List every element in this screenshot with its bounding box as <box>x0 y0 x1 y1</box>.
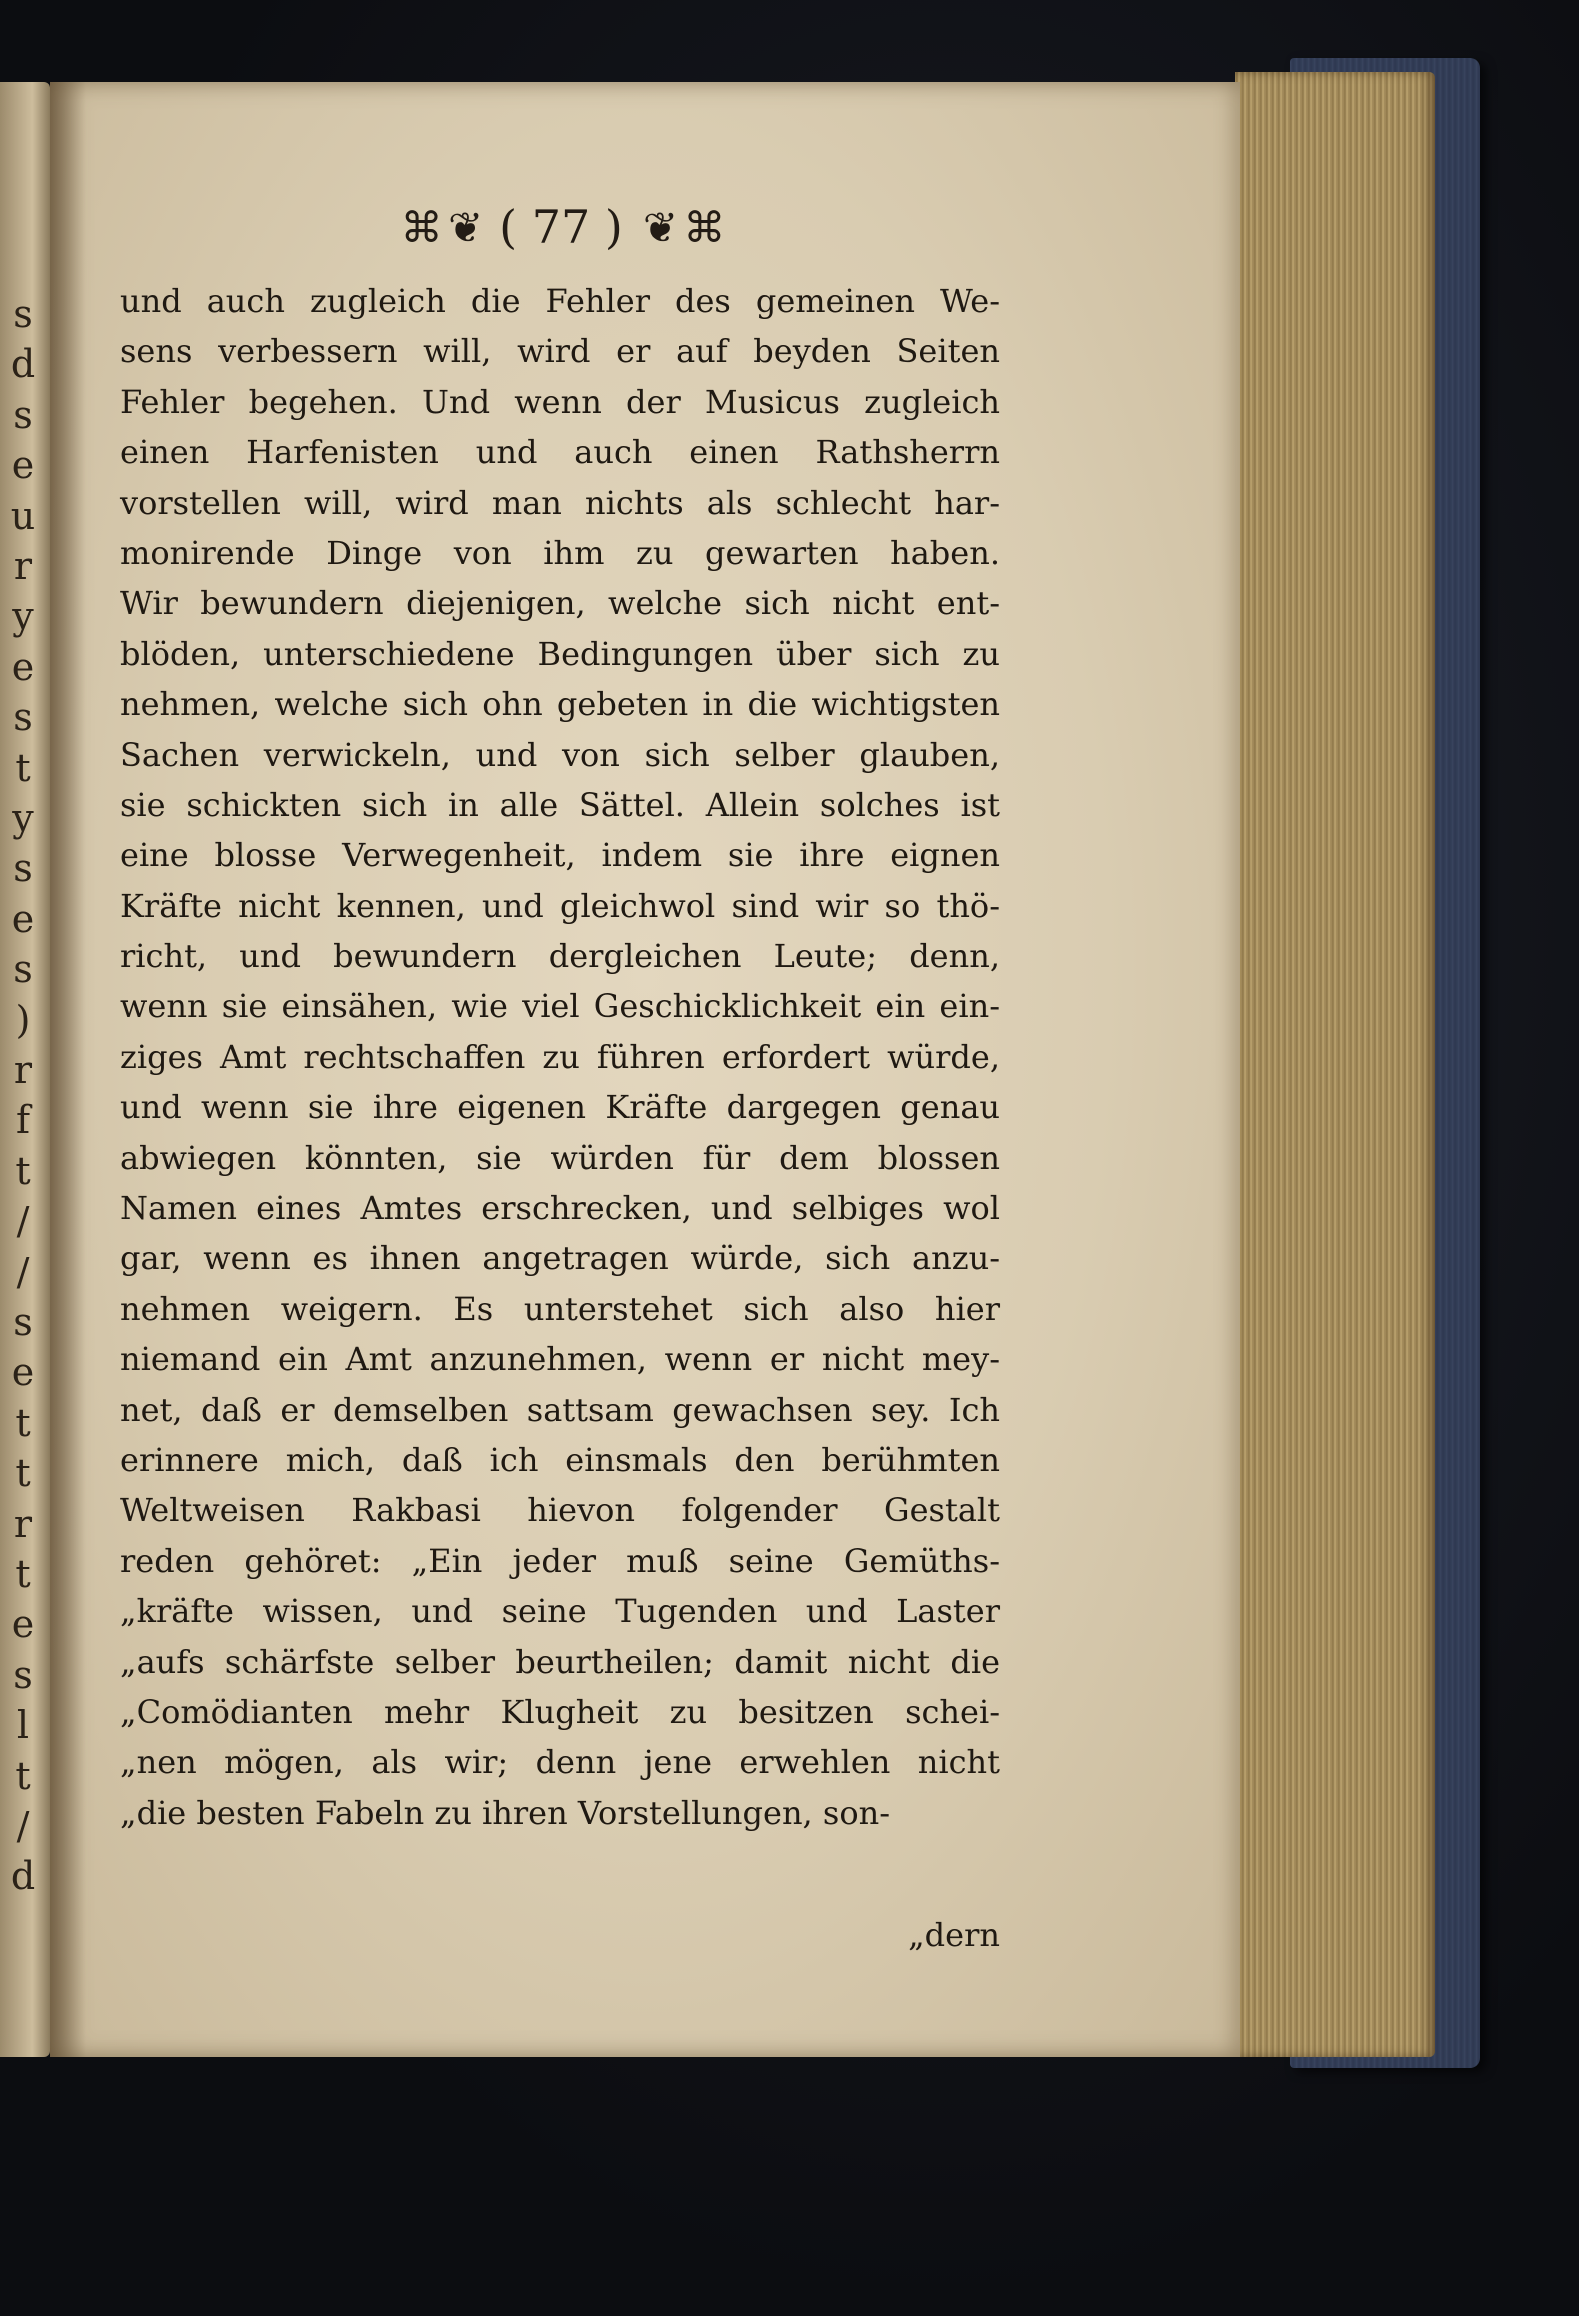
body-text <box>120 276 1000 1838</box>
facing-page-glyph: s <box>13 392 33 437</box>
text-line: sens verbessern will, wird er auf beyden Seiten <box>120 332 1000 371</box>
text-line: niemand ein Amt anzunehmen, wenn er nicht mey- <box>120 1340 1000 1379</box>
page-gutter-shadow <box>50 82 86 2057</box>
facing-page-glyph: t <box>15 1451 31 1496</box>
facing-page-glyph: / <box>16 1199 30 1244</box>
text-line: erinnere mich, daß ich einsmals den berühmten <box>120 1440 1000 1479</box>
facing-page-glyph: ) <box>15 997 31 1042</box>
left-page-strip <box>0 82 50 2057</box>
facing-page-glyph: d <box>10 342 36 387</box>
text-line: wenn sie einsähen, wie viel Geschicklichkeit ein ein- <box>120 987 1000 1026</box>
text-line: blöden, unterschiedene Bedingungen über sich zu <box>120 634 1000 673</box>
facing-page-glyph: r <box>13 544 33 588</box>
text-line: „kräfte wissen, und seine Tugenden und Laster <box>120 1592 1000 1631</box>
text-line: und wenn sie ihre eigenen Kräfte dargegen genau <box>120 1088 1000 1127</box>
text-line: Kräfte nicht kennen, und gleichwol sind wir so thö- <box>120 886 1000 925</box>
facing-page-glyph: r <box>13 1048 33 1092</box>
facing-page-glyph: / <box>16 1249 30 1294</box>
facing-page-glyph: t <box>15 745 31 790</box>
text-line: Wir bewundern diejenigen, welche sich nicht ent- <box>120 584 1000 623</box>
text-line: gar, wenn es ihnen angetragen würde, sich anzu- <box>120 1239 1000 1278</box>
facing-page-glyph: f <box>15 1098 31 1143</box>
text-line: net, daß er demselben sattsam gewachsen sey. Ich <box>120 1390 1000 1429</box>
page-edges <box>1235 72 1435 2057</box>
text-line: nehmen, welche sich ohn gebeten in die wichtigsten <box>120 685 1000 724</box>
ornament-right-icon: ❦ ⌘ <box>642 202 722 252</box>
facing-page-glyph: e <box>11 443 35 488</box>
text-line: „nen mögen, als wir; denn jene erwehlen nicht <box>120 1743 1000 1782</box>
text-line: vorstellen will, wird man nichts als schlecht har- <box>120 483 1000 522</box>
facing-page-glyph: e <box>11 644 35 689</box>
text-line: monirende Dinge von ihm zu gewarten haben. <box>120 533 1000 572</box>
facing-page-glyph: s <box>13 1652 33 1697</box>
running-header <box>281 195 841 259</box>
facing-page-glyph: t <box>15 1400 31 1445</box>
facing-page-glyph: t <box>15 1552 31 1596</box>
page-number: ( 77 ) <box>499 200 623 254</box>
facing-page-glyph: y <box>12 796 34 840</box>
text-line: Namen eines Amtes erschrecken, und selbiges wol <box>120 1189 1000 1228</box>
text-line: reden gehöret: „Ein jeder muß seine Gemüths- <box>120 1541 1000 1580</box>
facing-page-glyph: y <box>12 594 34 639</box>
text-line: sie schickten sich in alle Sättel. Allein solches ist <box>120 785 1000 824</box>
ornament-left-icon: ⌘ ❦ <box>400 202 480 252</box>
text-line: nehmen weigern. Es unterstehet sich also hier <box>120 1289 1000 1328</box>
text-line: „aufs schärfste selber beurtheilen; damit nicht die <box>120 1642 1000 1681</box>
facing-page-glyph: e <box>11 896 35 941</box>
facing-page-glyph: r <box>13 1501 33 1546</box>
facing-page-glyph: s <box>13 1300 33 1344</box>
text-line: „die besten Fabeln zu ihren Vorstellungen, son- <box>120 1793 890 1832</box>
text-line: Sachen verwickeln, und von sich selber glauben, <box>120 735 1000 774</box>
facing-page-glyph: e <box>11 1602 35 1647</box>
facing-page-glyph: s <box>13 695 33 740</box>
facing-page-glyph: d <box>10 1854 36 1899</box>
facing-page-glyph: s <box>13 292 33 336</box>
facing-page-glyph: / <box>16 1804 30 1848</box>
text-line: einen Harfenisten und auch einen Rathsherrn <box>120 433 1000 472</box>
text-line: Weltweisen Rakbasi hievon folgender Gestalt <box>120 1491 1000 1530</box>
text-line: richt, und bewundern dergleichen Leute; denn, <box>120 937 1000 976</box>
facing-page-glyph: t <box>15 1753 31 1798</box>
text-line: eine blosse Verwegenheit, indem sie ihre eignen <box>120 836 1000 875</box>
facing-page-glyph: s <box>13 947 33 992</box>
facing-page-glyph: l <box>16 1703 30 1748</box>
text-line: Fehler begehen. Und wenn der Musicus zugleich <box>120 382 1000 421</box>
catchword: „dern <box>908 1916 1000 1954</box>
facing-page-glyph: t <box>15 1148 31 1193</box>
facing-page-glyph: s <box>13 846 33 891</box>
text-line: und auch zugleich die Fehler des gemeinen We- <box>120 282 1000 320</box>
facing-page-glyph: u <box>10 493 36 538</box>
facing-page-glyph: e <box>11 1350 35 1395</box>
text-line: ziges Amt rechtschaffen zu führen erfordert würde, <box>120 1037 1000 1076</box>
text-line: abwiegen könnten, sie würden für dem blossen <box>120 1138 1000 1177</box>
text-line: „Comödianten mehr Klugheit zu besitzen schei- <box>120 1692 1000 1731</box>
